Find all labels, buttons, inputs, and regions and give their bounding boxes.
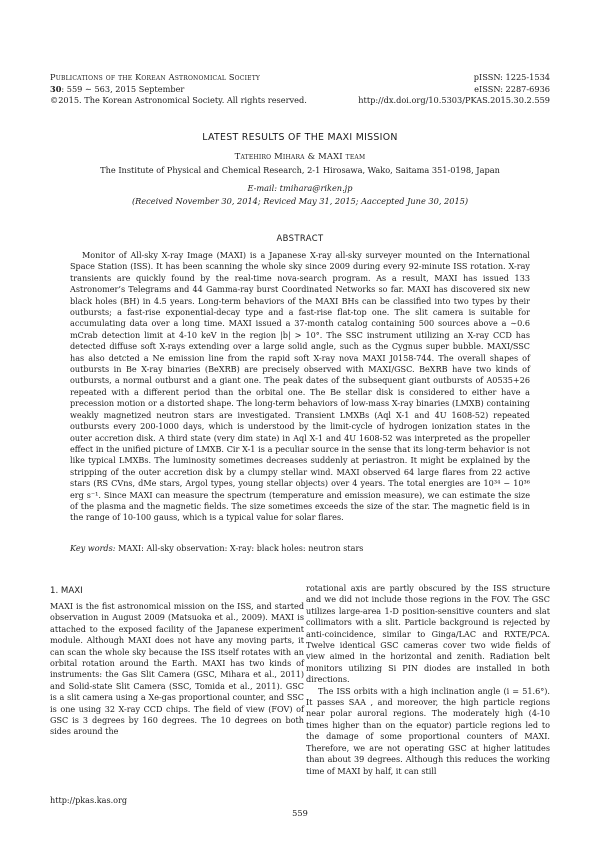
keywords-label: Key words: <box>70 543 116 553</box>
journal-name: Publications of the Korean Astronomical Society <box>50 72 261 82</box>
received-dates: (Received November 30, 2014; Reviced May 31, 2015; Aaccepted June 30, 2015) <box>131 196 469 206</box>
pissn: pISSN: 1225-1534 <box>473 72 550 82</box>
email: E-mail: tmihara@riken.jp <box>247 183 353 193</box>
section-heading: 1. MAXI <box>50 586 83 596</box>
affiliation: The Institute of Physical and Chemical Research, 2-1 Hirosawa, Wako, Saitama 351-0198, Japan <box>100 165 500 175</box>
doi-link[interactable]: http://dx.doi.org/10.5303/PKAS.2015.30.2.559 <box>358 95 550 106</box>
left-column-text: MAXI is the fist astronomical mission on the ISS, and started observation in August 2009 (Matsuoka et al., 2009). MAXI is attached to the exposed facility of the Japanese experiment module. Although MAXI does not have any moving parts, it can scan the whole sky because the ISS itself rotates with an orbital rotation around the Earth. MAXI has two kinds of instruments: the Gas Slit Camera (GSC, Mihara et al., 2011) and Solid-state Slit Camera (SSC, Tomida et al., 2011). GSC is a slit camera using a Xe-gas proportional counter, and SSC is one using 32 X-ray CCD chips. The field of view (FOV) of GSC is 3 degrees by 160 degrees. The 10 degrees on both sides around the <box>50 601 304 737</box>
authors: Tatehiro Mihara & MAXI team <box>234 151 366 161</box>
issn-header <box>300 72 550 107</box>
paper-title: LATEST RESULTS OF THE MAXI MISSION <box>202 132 398 143</box>
keywords <box>70 543 530 553</box>
footer-url[interactable]: http://pkas.kas.org <box>50 795 128 805</box>
keywords-text: MAXI: All-sky observation: X-ray: black holes: neutron stars <box>115 543 364 553</box>
abstract-heading: ABSTRACT <box>276 233 324 243</box>
right-column <box>306 583 550 777</box>
page-number: 559 <box>292 808 308 818</box>
pages-date: : 559 ∼ 563, 2015 September <box>61 83 185 94</box>
right-column-paragraph-1: rotational axis are partly obscured by the ISS structure and we did not include those regions in the FOV. The GSC utilizes large-area 1-D position-sensitive counters and slat collimators with a slit. Particle background is rejected by anti-coincidence, similar to Ginga/LAC and RXTE/PCA. Twelve identical GSC cameras cover two wide fields of view aimed in the horizontal and zenith. Radiation belt monitors utilizing Si PIN diodes are installed in both directions. <box>306 583 550 685</box>
eissn: eISSN: 2287-6936 <box>474 83 550 94</box>
copyright: ©2015. The Korean Astronomical Society. All rights reserved. <box>50 95 307 106</box>
abstract-text: Monitor of All-sky X-ray Image (MAXI) is a Japanese X-ray all-sky surveyer mounted on the International Space Station (ISS). It has been scanning the whole sky since 2009 during every 92-minute ISS rotation. X-ray transients are quickly found by the real-time nova-search program. As a result, MAXI has issued 133 Astronomer’s Telegrams and 44 Gamma-ray burst Coordinated Networks so far. MAXI has discovered six new black holes (BH) in 4.5 years. Long-term behaviors of the MAXI BHs can be classified into two types by their outbursts; a fast-rise exponential-decay type and a fast-rise flat-top one. The slit camera is suitable for accumulating data over a long time. MAXI issued a 37-month catalog containing 500 sources above a ∼0.6 mCrab detection limit at 4-10 keV in the region |b| > 10°. The SSC instrument utilizing an X-ray CCD has detected diffuse soft X-rays extending over a large solid angle, such as the Cygnus super bubble. MAXI/SSC has also detcted a Ne emission line from the rapid soft X-ray nova MAXI J0158-744. The overall shapes of outbursts in Be X-ray binaries (BeXRB) are precisely observed with MAXI/GSC. BeXRB have two kinds of outbursts, a normal outburst and a giant one. The peak dates of the subsequent giant outbursts of A0535+26 repeated with a different period than the orbital one. The Be stellar disk is considered to either have a precession motion or a distorted shape. The long-term behaviors of low-mass X-ray binaries (LMXB) containing weakly magnetized neutron stars are investigated. Transient LMXBs (Aql X-1 and 4U 1608-52) repeated outbursts every 200-1000 days, which is understood by the limit-cycle of hydrogen ionization states in the outer accretion disk. A third state (very dim state) in Aql X-1 and 4U 1608-52 was interpreted as the propeller effect in the unified picture of LMXB. Cir X-1 is a peculiar source in the sense that its long-term behavior is not like typical LMXBs. The luminosity sometimes decreases suddenly at periastron. It might be explained by the stripping of the outer accretion disk by a clumpy stellar wind. MAXI observed 64 large flares from 22 active stars (RS CVns, dMe stars, Argol types, young stellar objects) over 4 years. The total energies are 10³⁴ − 10³⁶ erg s⁻¹. Since MAXI can measure the spectrum (temperature and emission measure), we can estimate the size of the plasma and the magnetic fields. The size sometimes exceeds the size of the star. The magnetic field is in the range of 10-100 gauss, which is a typical value for solar flares. <box>70 250 530 523</box>
volume-number: 30 <box>50 83 62 94</box>
right-column-paragraph-2: The ISS orbits with a high inclination angle (i = 51.6°). It passes SAA , and moreover, the high particle regions near polar auroral regions. The moderately high (4-10 times higher than on the equator) particle regions led to the damage of some proportional counters of MAXI. Therefore, we are not operating GSC at higher latitudes than about 39 degrees. Although this reduces the working time of MAXI by half, it can still <box>306 685 550 776</box>
